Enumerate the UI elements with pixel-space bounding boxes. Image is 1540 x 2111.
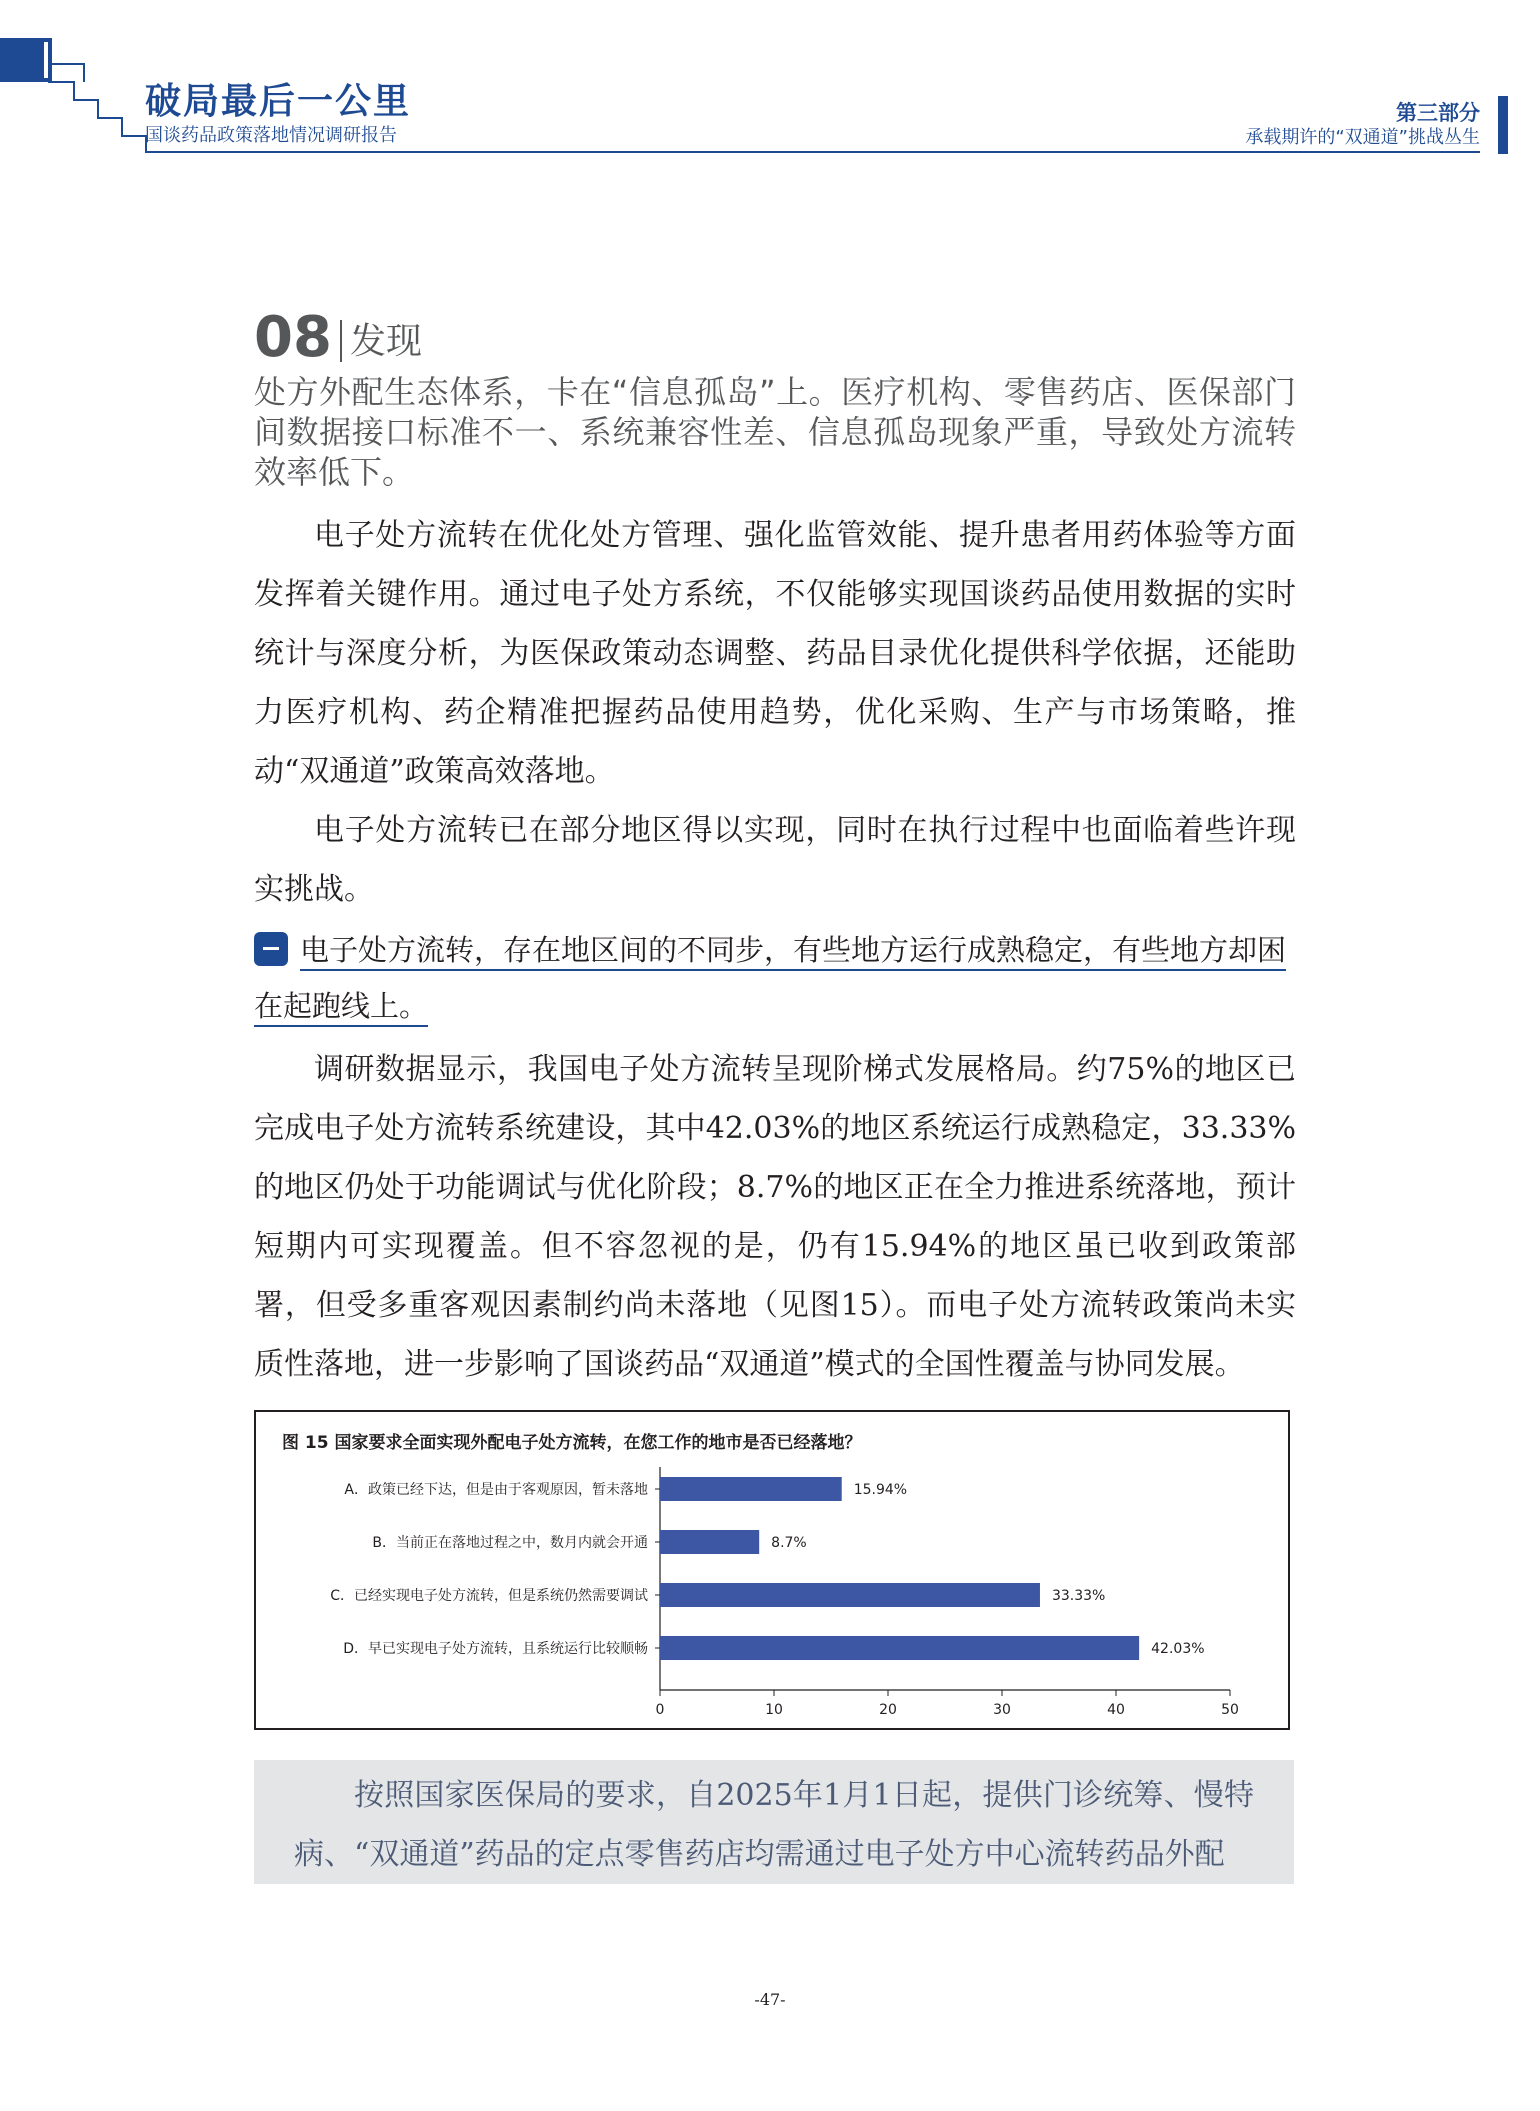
figure-title: 图 15 国家要求全面实现外配电子处方流转，在您工作的地市是否已经落地？	[282, 1433, 862, 1453]
x-tick-label: 40	[1107, 1702, 1125, 1718]
subhead	[254, 922, 1296, 1034]
category-label: A．政策已经下达，但是由于客观原因，暂未落地	[344, 1482, 648, 1498]
minus-badge-icon	[254, 932, 288, 966]
x-tick-label: 30	[993, 1702, 1011, 1718]
category-label: B．当前正在落地过程之中，数月内就会开通	[372, 1535, 648, 1551]
bar	[660, 1636, 1139, 1660]
subhead-text: 电子处方流转，存在地区间的不同步，有些地方运行成熟稳定，有些地方却困在起跑线上。	[254, 933, 1286, 1027]
paragraph-2: 电子处方流转已在部分地区得以实现，同时在执行过程中也面临着些许现实挑战。	[254, 813, 1296, 907]
bar-chart	[256, 1412, 1288, 1728]
value-label: 15.94%	[853, 1482, 908, 1498]
figure-15	[254, 1410, 1290, 1730]
paragraph-3: 调研数据显示，我国电子处方流转呈现阶梯式发展格局。约75%的地区已完成电子处方流转系统建设，其中42.03%的地区系统运行成熟稳定，33.33%的地区仍处于功能调试与优化阶段；8.7%的地区正在全力推进系统落地，预计短期内可实现覆盖。但不容忽视的是，仍有15.94%的地区虽已收到政策部署，但受多重客观因素制约尚未落地（见图15）。而电子处方流转政策尚未实质性落地，进一步影响了国谈药品“双通道”模式的全国性覆盖与协同发展。	[254, 1052, 1296, 1382]
header-accent-bar	[1498, 96, 1508, 154]
value-label: 33.33%	[1051, 1588, 1106, 1604]
body-section-1	[254, 506, 1296, 919]
x-tick-label: 10	[765, 1702, 783, 1718]
header-left	[145, 82, 411, 148]
note-box	[254, 1760, 1294, 1884]
bar	[660, 1477, 842, 1501]
value-label: 42.03%	[1151, 1641, 1205, 1657]
report-subtitle: 国谈药品政策落地情况调研报告	[145, 125, 397, 146]
x-tick-label: 0	[655, 1702, 665, 1718]
finding-heading	[254, 305, 1296, 370]
finding-divider	[340, 320, 342, 362]
x-tick-label: 20	[879, 1702, 897, 1718]
finding-number: 08	[254, 305, 332, 370]
paragraph-1: 电子处方流转在优化处方管理、强化监管效能、提升患者用药体验等方面发挥着关键作用。通过电子处方系统，不仅能够实现国谈药品使用数据的实时统计与深度分析，为医保政策动态调整、药品目录优化提供科学依据，还能助力医疗机构、药企精准把握药品使用趋势，优化采购、生产与市场策略，推动“双通道”政策高效落地。	[254, 518, 1296, 789]
note-text: 按照国家医保局的要求，自2025年1月1日起，提供门诊统筹、慢特病、“双通道”药品的定点零售药店均需通过电子处方中心流转药品外配	[294, 1778, 1254, 1872]
finding-text: 处方外配生态体系，卡在“信息孤岛”上。医疗机构、零售药店、医保部门间数据接口标准不一、系统兼容性差、信息孤岛现象严重，导致处方流转效率低下。	[254, 373, 1296, 491]
finding-label: 发现	[349, 321, 422, 362]
value-label: 8.7%	[771, 1535, 807, 1551]
x-tick-label: 50	[1221, 1702, 1239, 1718]
report-title: 破局最后一公里	[145, 81, 412, 122]
bar	[660, 1530, 759, 1554]
category-label: C．已经实现电子处方流转，但是系统仍然需要调试	[330, 1588, 648, 1604]
bar	[660, 1583, 1040, 1607]
category-label: D．早已实现电子处方流转，且系统运行比较顺畅	[343, 1641, 648, 1657]
part-label: 第三部分	[1396, 101, 1480, 125]
subhead-block	[254, 922, 1296, 1034]
page-number: -47-	[754, 1990, 786, 2009]
header-right	[1245, 100, 1480, 150]
body-section-2	[254, 1040, 1296, 1394]
finding-block	[254, 305, 1296, 492]
part-subtitle: 承载期许的“双通道”挑战丛生	[1245, 127, 1480, 148]
